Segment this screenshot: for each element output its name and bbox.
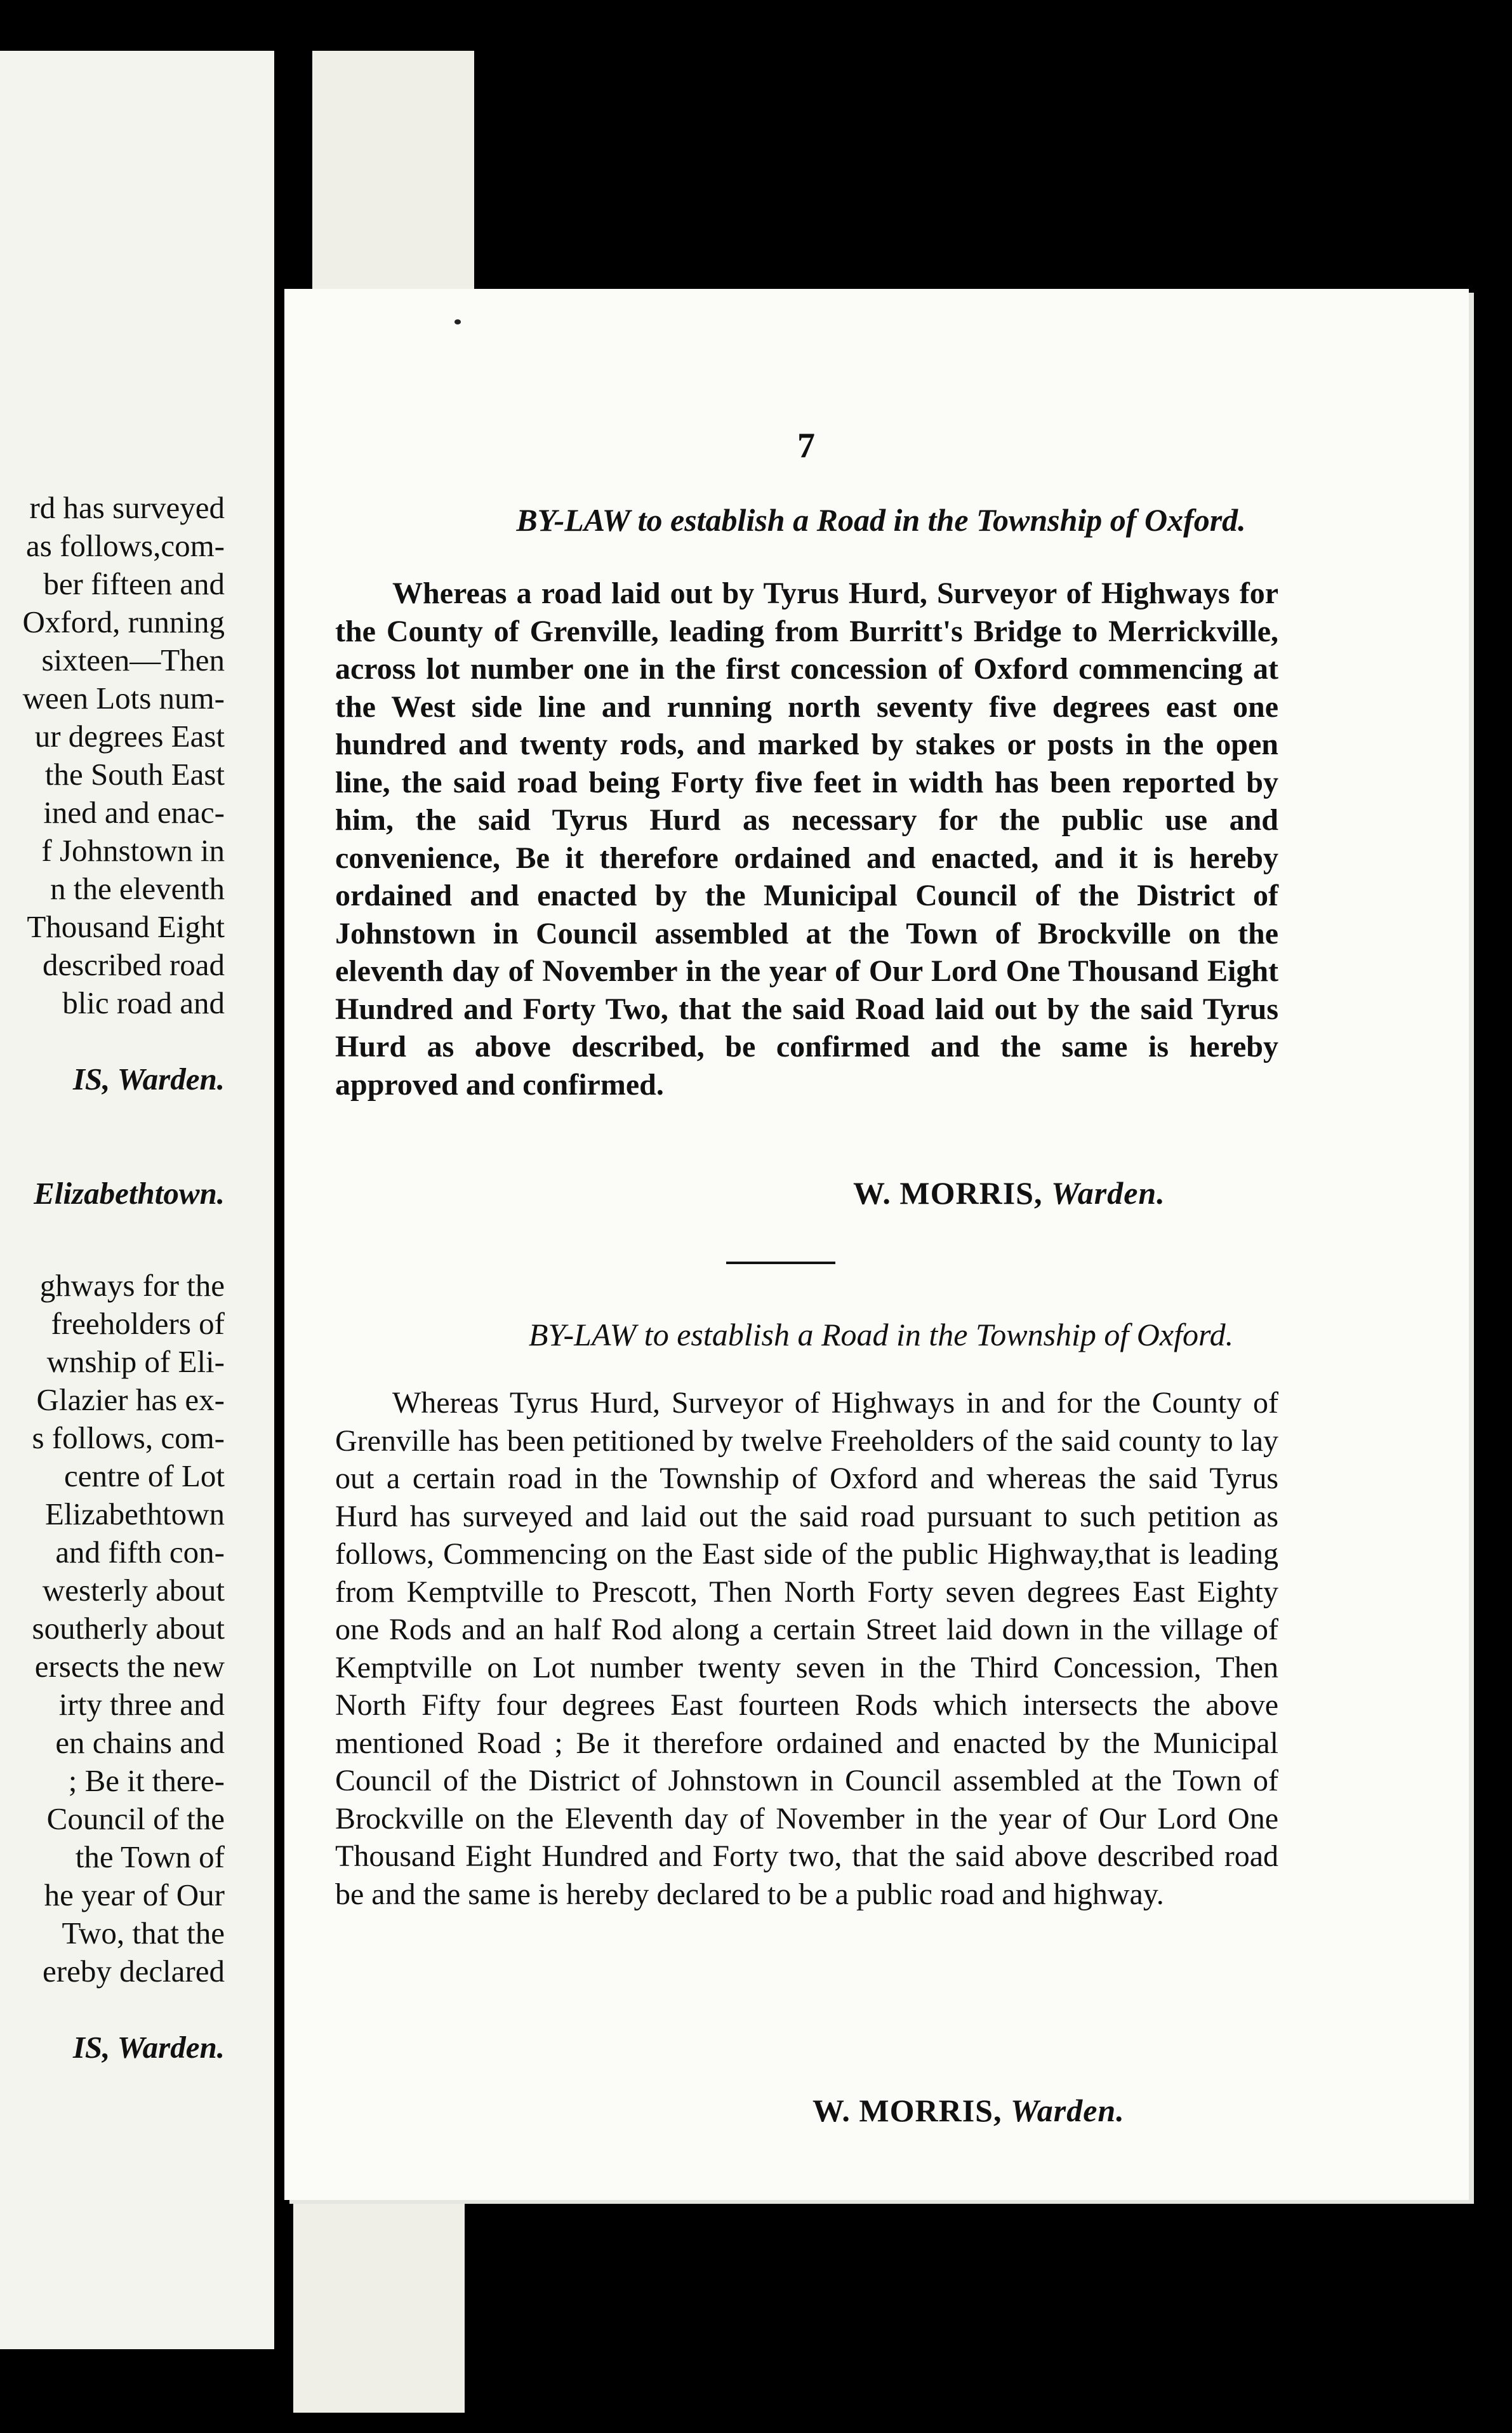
top-line: ber fifteen and — [43, 566, 225, 601]
previous-page-fragment — [0, 51, 274, 2349]
bottom-line: and fifth con- — [55, 1535, 225, 1570]
page-number: 7 — [797, 426, 815, 465]
top-line: ined and enac- — [43, 795, 225, 830]
bottom-line: ersects the new — [34, 1649, 225, 1684]
bottom-line: Two, that the — [62, 1916, 225, 1950]
top-line: ur degrees East — [34, 719, 225, 754]
bottom-line: freeholders of — [51, 1306, 225, 1341]
bottom-line: ghways for the — [39, 1268, 225, 1303]
bottom-line: Elizabethtown — [44, 1496, 225, 1531]
bottom-line: wnship of Eli- — [46, 1344, 225, 1379]
top-line — [0, 1098, 225, 1137]
bottom-line: westerly about — [42, 1573, 225, 1608]
section-divider — [726, 1262, 835, 1264]
binding-strip-top — [312, 51, 474, 292]
signature-role: Warden. — [1010, 2093, 1125, 2128]
bylaw-1-text: Whereas a road laid out by Tyrus Hurd, Surveyor of Highways for the County of Grenville, leading from Burritt's Bridge to Merrickville, across lot number one in the first concession of Oxford commencing at the West side line and running north seventy five degrees east one hundred and twenty rods, and marked by stakes or posts in the open line, the said road being Forty five feet in width has been reported by him, the said Tyrus Hurd as necessary for the public use and convenience, Be it therefore ordained and enacted, and it is hereby ordained and enacted by the Municipal Council of the District of Johnstown in Council assembled at the Town of Brockville on the eleventh day of November in the year of Our Lord One Thousand Eight Hundred and Forty Two, that the said Road laid out by the said Tyrus Hurd as above described, be confirmed and the same is hereby approved and confirmed. — [335, 577, 1278, 1102]
top-line: the South East — [44, 757, 225, 792]
bottom-line: IS, Warden. — [72, 2030, 225, 2065]
binding-strip-bottom — [293, 2197, 465, 2413]
signature-role: Warden. — [1051, 1175, 1165, 1211]
bottom-line: southerly about — [32, 1611, 225, 1646]
top-line: ween Lots num- — [22, 681, 225, 716]
bottom-line: centre of Lot — [63, 1458, 225, 1493]
top-line: described road — [42, 947, 225, 982]
bottom-line: en chains and — [55, 1725, 225, 1760]
bylaw-1-title: BY-LAW to establish a Road in the Township of Oxford. — [516, 502, 1246, 538]
previous-page-text-bottom — [0, 1267, 225, 2067]
top-line: n the eleventh — [50, 871, 225, 906]
document-page — [284, 289, 1469, 2200]
top-line — [0, 1022, 225, 1060]
top-line: Thousand Eight — [27, 909, 225, 944]
signature-name: W. MORRIS, — [853, 1175, 1043, 1211]
bottom-line: he year of Our — [44, 1877, 225, 1912]
bottom-line: irty three and — [58, 1687, 225, 1722]
top-line — [0, 1137, 225, 1175]
top-line: blic road and — [62, 985, 225, 1020]
signature-name: W. MORRIS, — [812, 2093, 1002, 2128]
bottom-line: the Town of — [75, 1839, 225, 1874]
bylaw-2-signature — [812, 2092, 1125, 2129]
top-line: Elizabethtown. — [34, 1176, 225, 1211]
top-line: f Johnstown in — [41, 833, 225, 868]
top-line: sixteen—Then — [41, 643, 225, 677]
bottom-line: Council of the — [46, 1801, 225, 1836]
top-line: Oxford, running — [22, 604, 225, 639]
bylaw-2-title: BY-LAW to establish a Road in the Township of Oxford. — [528, 1317, 1234, 1352]
bottom-line: Glazier has ex- — [36, 1382, 225, 1417]
previous-page-text-top — [0, 489, 225, 1213]
ink-speck — [454, 319, 461, 324]
top-line: as follows,com- — [26, 528, 225, 563]
top-line: IS, Warden. — [72, 1062, 225, 1097]
bylaw-2-text: Whereas Tyrus Hurd, Surveyor of Highways in and for the County of Grenville has been petitioned by twelve Freeholders of the said county to lay out a certain road in the Township of Oxford and whereas the said Tyrus Hurd has surveyed and laid out the said road pursuant to such petition as follows, Commencing on the East side of the public Highway,that is leading from Kemptville to Prescott, Then North Forty seven degrees East Eighty one Rods and an half Rod along a certain Street laid down in the village of Kemptville on Lot number twenty seven in the Third Concession, Then North Fifty four degrees East fourteen Rods which intersects the above mentioned Road ; Be it therefore ordained and enacted by the Municipal Council of the District of Johnstown in Council assembled at the Town of Brockville on the Eleventh day of November in the year of Our Lord One Thousand Eight Hundred and Forty two, that the said above described road be and the same is hereby declared to be a public road and highway. — [335, 1386, 1278, 1911]
bottom-line: ereby declared — [43, 1954, 225, 1989]
bottom-line: ; Be it there- — [68, 1763, 225, 1798]
bylaw-1-signature — [853, 1175, 1165, 1211]
bottom-line: s follows, com- — [32, 1420, 225, 1455]
top-line: rd has surveyed — [29, 490, 225, 525]
bottom-line — [0, 1990, 225, 2029]
